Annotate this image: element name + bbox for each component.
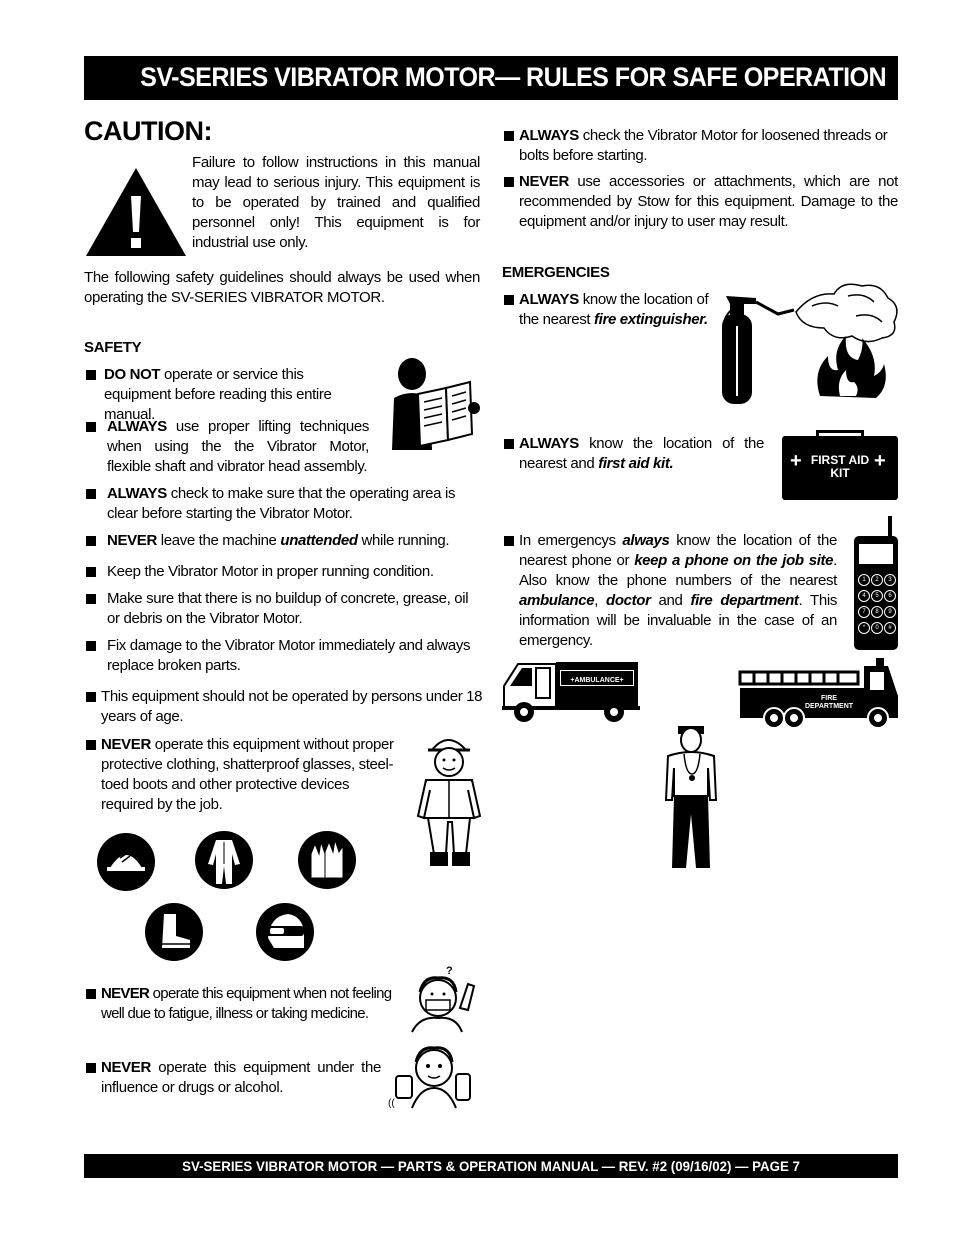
phone-key: 0 [871,622,883,634]
warning-triangle-icon [84,166,188,258]
hard-hat-icon [96,832,156,892]
page-header-bar [84,56,898,100]
phone-key: 4 [858,590,870,602]
worker-hardhat-icon [412,728,484,870]
fire-truck-label: FIRE DEPARTMENT [804,695,854,710]
emergency-item: In emergencys always know the location of the nearest phone or keep a phone on the job site. Also know the phone numbers of the nearest ambulance, doctor and fire department. This information will be invaluable in the case of an emergency. [519,532,837,649]
gloves-icon [297,830,357,890]
ambulance-icon [502,658,640,724]
intoxicated-man-icon [384,1038,484,1110]
safety-item: NEVER operate this equipment without proper protective clothing, shatterproof glasses, steel-toed boots and other protective devices required by the job. [101,736,394,813]
phone-key: 3 [884,574,896,586]
caution-intro-text: The following safety guidelines should always be used when operating the SV-SERIES VIBRATOR MOTOR. [84,269,480,306]
page-title: SV-SERIES VIBRATOR MOTOR— RULES FOR SAFE OPERATION [140,62,886,92]
phone-key: 7 [858,606,870,618]
caution-warning-text: Failure to follow instructions in this manual may lead to serious injury. This equipment is to be operated by trained and qualified personnel only! This equipment is for industrial use only. [192,154,480,251]
phone-key: 1 [858,574,870,586]
safety-item: DO NOT operate or service this equipment before reading this entire manual. [104,366,332,423]
page-footer-bar [84,1154,898,1178]
phone-key: 6 [884,590,896,602]
safety-item: ALWAYS check to make sure that the operating area is clear before starting the Vibrator Motor. [107,485,456,522]
safety-item: Keep the Vibrator Motor in proper running condition. [107,563,434,580]
safety-item: NEVER operate this equipment under the influence or drugs or alcohol. [101,1059,381,1096]
mobile-phone-icon [852,516,900,650]
fire-extinguisher-icon [716,276,900,406]
right-item: ALWAYS check the Vibrator Motor for loosened threads or bolts before starting. [519,127,888,164]
emergency-item: ALWAYS know the location of the nearest fire extinguisher. [519,291,709,328]
safety-heading: SAFETY [84,339,142,356]
man-reading-manual-icon [384,358,480,450]
ambulance-label: +AMBULANCE+ [570,677,624,684]
first-aid-label: FIRST AID [810,453,870,467]
phone-key: 8 [871,606,883,618]
safety-item: This equipment should not be operated by persons under 18 years of age. [101,688,483,725]
emergencies-heading: EMERGENCIES [502,264,610,281]
phone-key: * [858,622,870,634]
coveralls-icon [194,830,254,890]
phone-key: 9 [884,606,896,618]
safety-glasses-icon [254,902,316,962]
steel-toed-boots-icon [144,902,204,962]
caution-heading: CAUTION: [84,116,212,146]
svg-text:?: ? [446,965,453,977]
phone-key: # [884,622,896,634]
first-aid-kit-icon: + + FIRST AID KIT [782,430,898,500]
safety-item: Fix damage to the Vibrator Motor immediately and always replace broken parts. [107,637,471,674]
phone-key: 5 [871,590,883,602]
doctor-icon [664,722,720,870]
fire-truck-icon [738,656,900,730]
page-footer-text: SV-SERIES VIBRATOR MOTOR — PARTS & OPERATION MANUAL — REV. #2 (09/16/02) — PAGE 7 [182,1158,800,1174]
sick-man-icon [406,962,484,1034]
first-aid-label: KIT [830,466,850,480]
safety-item: ALWAYS use proper lifting techniques when using the the Vibrator Motor, flexible shaft and vibrator head assembly. [107,418,369,475]
right-item: NEVER use accessories or attachments, which are not recommended by Stow for this equipment. Damage to the equipment and/or injury to user may result. [519,173,898,230]
safety-item: NEVER leave the machine unattended while running. [107,532,450,549]
safety-item: NEVER operate this equipment when not feeling well due to fatigue, illness or taking medicine. [101,985,392,1022]
svg-text:((: (( [388,1098,395,1109]
emergency-item: ALWAYS know the location of the nearest and first aid kit. [519,435,764,472]
phone-key: 2 [871,574,883,586]
safety-item: Make sure that there is no buildup of concrete, grease, oil or debris on the Vibrator Motor. [107,590,469,627]
